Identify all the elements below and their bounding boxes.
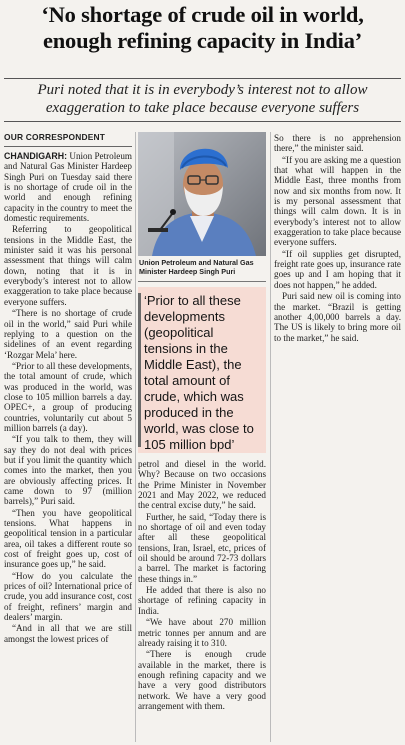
paragraph: “If you are asking me a question that what will happen in the Middle East, three months from now and six months from now. It is my personal assessment that things will calm down. It is in everybody’s interest not to allow exaggeration to take place because everyone suffers. bbox=[274, 154, 401, 248]
paragraph: “Then you have geopolitical tensions. What happens in geopolitical tension in a particular area, oil takes a different route so cost of freight goes up, cost of insurance goes up,” he said. bbox=[4, 507, 132, 570]
deck-line-2: exaggeration to take place because everyone suffers bbox=[45, 100, 360, 116]
paragraph: He added that there is also no shortage of refining capacity in India. bbox=[138, 585, 266, 616]
column-divider bbox=[270, 132, 271, 742]
paragraph bbox=[4, 151, 132, 223]
deck-bottom-rule bbox=[4, 121, 401, 122]
minister-photo bbox=[138, 132, 266, 256]
headline-line-1: ‘No shortage of crude oil in world, bbox=[41, 2, 364, 27]
headline-line-2: enough refining capacity in India’ bbox=[42, 28, 363, 53]
byline: OUR CORRESPONDENT bbox=[4, 132, 106, 142]
article-column-3 bbox=[274, 133, 401, 344]
paragraph: Referring to geopolitical tensions in the Middle East, the minister said it was his personal assessment that things will calm down, noting that it is in everybody’s interest not to allow exaggeration to take place because everyone suffers. bbox=[4, 224, 132, 307]
pull-quote-box bbox=[138, 287, 266, 453]
paragraph: “There is enough crude available in the market, there is enough refining capacity and we have a very good distributors network. We have a very good arrangement with them. bbox=[138, 649, 266, 711]
paragraph: “How do you calculate the prices of oil? International price of crude, you add insurance cost, cost of freight, refiners’ margin and dealers’ margin. bbox=[4, 570, 132, 623]
paragraph: “If oil supplies get disrupted, freight rate goes up, insurance rate goes up and I am hoping that it does not happen,” he added. bbox=[274, 248, 401, 290]
pull-quote-bar bbox=[138, 293, 141, 447]
paragraph: petrol and diesel in the world. Why? Because on two occasions the Prime Minister in November 2021 and May 2022, we reduced the central excise duty,” he said. bbox=[138, 459, 266, 511]
pull-quote-text: ‘Prior to all these developments (geopolitical tensions in the Middle East), the total amount of crude, which was produced in the world, was close to 105 million bpd’ bbox=[144, 293, 254, 452]
deck-line-1: Puri noted that it is in everybody’s interest not to allow bbox=[37, 82, 368, 98]
byline-rule bbox=[4, 146, 132, 147]
portrait-illustration bbox=[138, 132, 266, 256]
lead-text: Union Petroleum and Natural Gas Minister Hardeep Singh Puri on Tuesday said there is no shortage of crude oil in the world and enough refining capacity in the country to meet the domestic requirements. bbox=[4, 151, 132, 224]
article-column-2 bbox=[138, 459, 266, 712]
photo-caption: Union Petroleum and Natural Gas Minister Hardeep Singh Puri bbox=[139, 258, 254, 276]
deck bbox=[6, 81, 399, 117]
paragraph: “And in all that we are still amongst the lowest prices of bbox=[4, 623, 132, 644]
deck-top-rule bbox=[4, 78, 401, 79]
article-column-1 bbox=[4, 151, 132, 645]
paragraph: Further, he said, “Today there is no shortage of oil and even today after all these geopolitical tensions, Iran, Israel, etc, prices of oil should be around 72-73 dollars a barrel. The market is factoring these things in.” bbox=[138, 511, 266, 584]
dateline: CHANDIGARH: bbox=[4, 151, 68, 161]
headline bbox=[4, 2, 401, 54]
caption-rule bbox=[138, 281, 266, 282]
column-divider bbox=[135, 132, 136, 742]
paragraph: “If you talk to them, they will say they do not deal with prices but if you limit the quantity which comes into the market, then you are obviously affecting prices. It came down to 97 (million barrels),” Puri said. bbox=[4, 434, 132, 507]
paragraph: So there is no apprehension there,” the minister said. bbox=[274, 133, 401, 154]
paragraph: “We have about 270 million metric tonnes per annum and are already raising it to 310. bbox=[138, 617, 266, 648]
paragraph: Puri said new oil is coming into the market. “Brazil is getting another 4,00,000 barrels a day. The US is likely to bring more oil to the market,” he said. bbox=[274, 291, 401, 343]
paragraph: “Prior to all these developments, the total amount of crude, which was produced in the world, was close to 105 million barrels a day. OPEC+, a group of producing countries, voluntarily cut about 5 million barrels (a day). bbox=[4, 360, 132, 433]
paragraph: “There is no shortage of crude oil in the world,” said Puri while replying to a question on the sidelines of an event regarding ‘Rozgar Mela’ here. bbox=[4, 308, 132, 360]
